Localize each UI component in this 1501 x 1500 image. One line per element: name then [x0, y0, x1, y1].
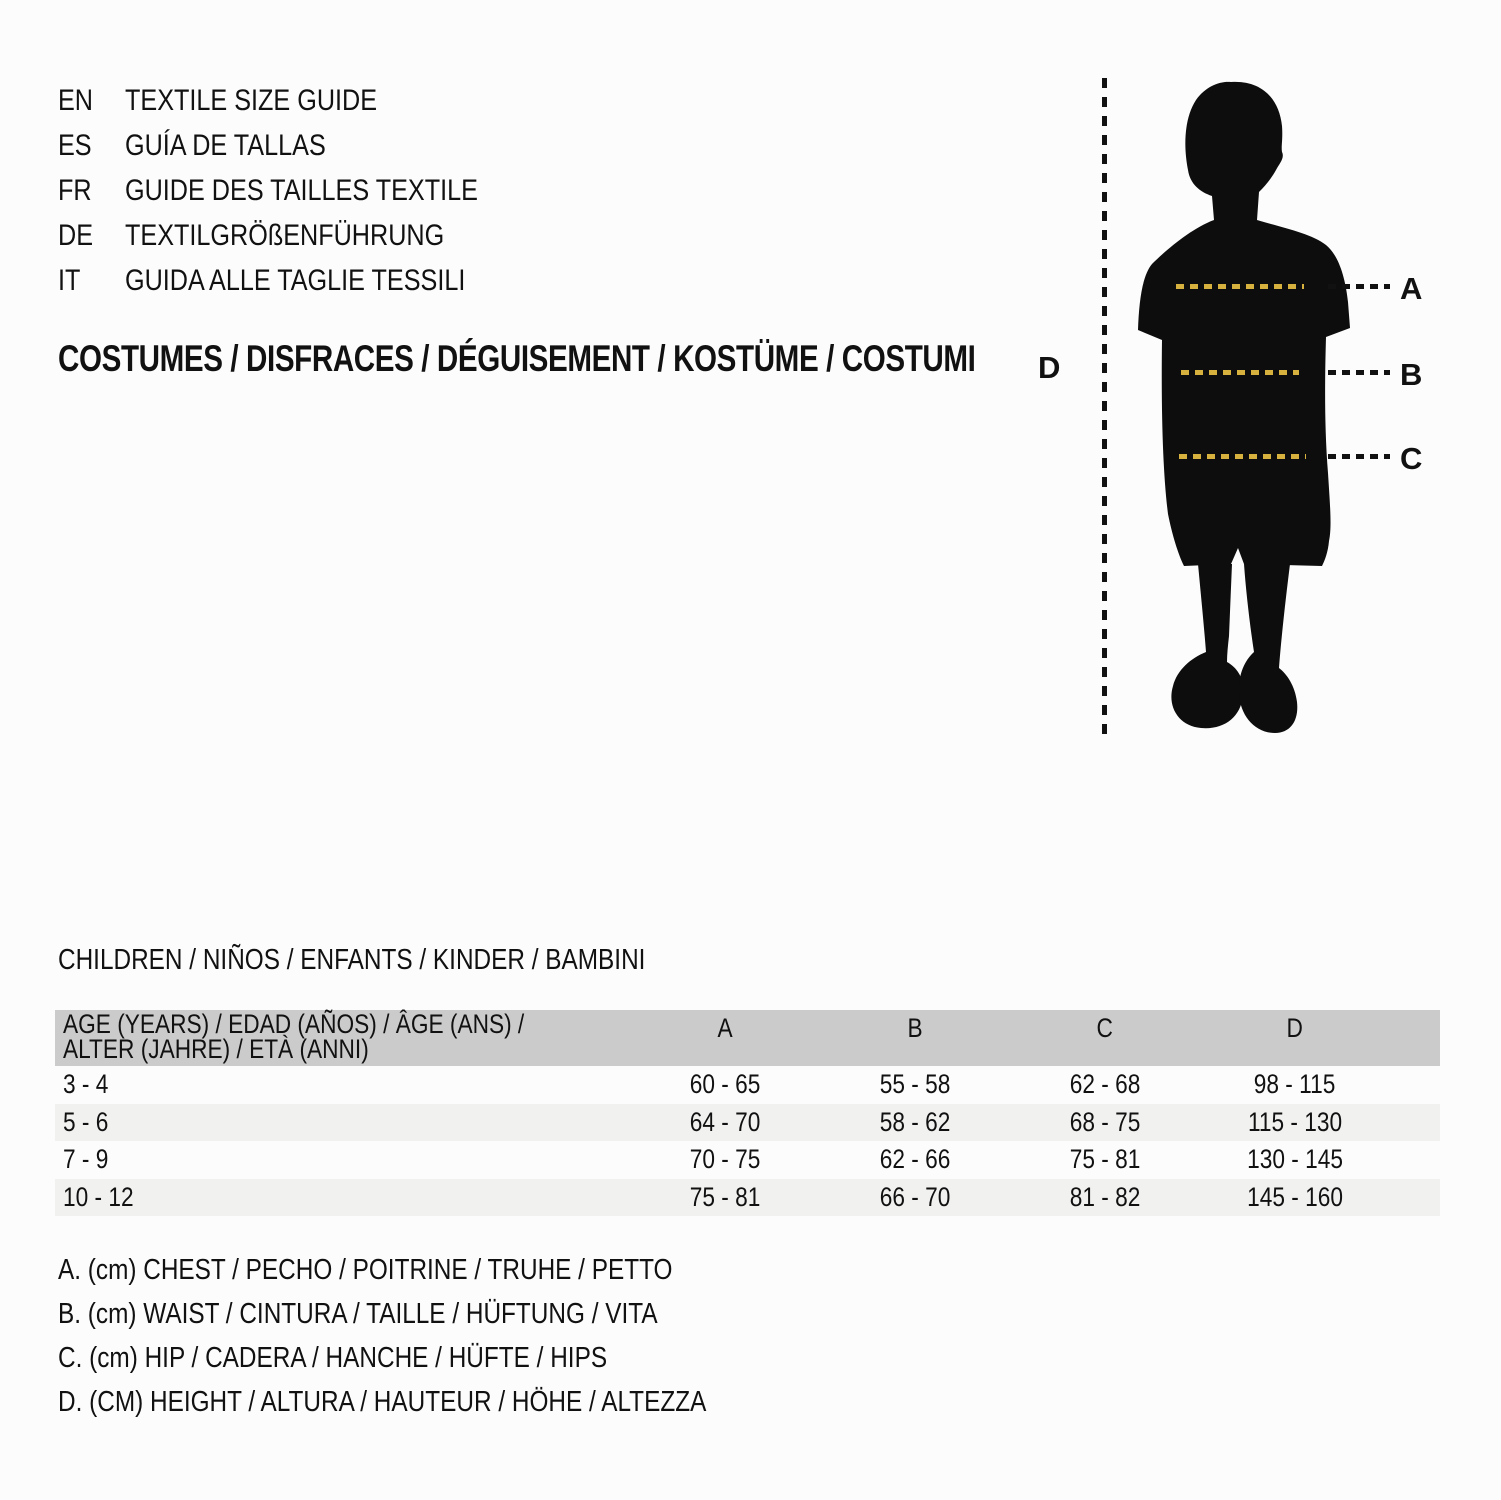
waist-cell: 55 - 58 — [879, 1069, 951, 1100]
age-column-header: AGE (YEARS) / EDAD (AÑOS) / ÂGE (ANS) / ALTER (JAHRE) / ETÀ (ANNI) — [63, 1009, 525, 1064]
table-row — [55, 1179, 1440, 1217]
child-silhouette-icon — [1128, 80, 1378, 740]
age-cell: 3 - 4 — [63, 1069, 109, 1100]
children-size-table — [55, 1010, 1440, 1216]
guide-title-de: TEXTILGRÖßENFÜHRUNG — [125, 218, 445, 252]
chest-measure-dashed-line — [1176, 284, 1304, 289]
table-row — [55, 1104, 1440, 1142]
chest-cell: 60 - 65 — [689, 1069, 761, 1100]
legend-chest: A. (cm) CHEST / PECHO / POITRINE / TRUHE / PETTO — [58, 1253, 673, 1286]
legend-height: D. (CM) HEIGHT / ALTURA / HAUTEUR / HÖHE / ALTEZZA — [58, 1385, 707, 1418]
label-d: D — [1038, 350, 1061, 385]
legend-hip: C. (cm) HIP / CADERA / HANCHE / HÜFTE / HIPS — [58, 1341, 608, 1374]
height-measure-dashed-line — [1102, 78, 1107, 742]
height-cell: 98 - 115 — [1254, 1069, 1336, 1100]
hip-cell: 75 - 81 — [1069, 1144, 1141, 1175]
age-cell: 7 - 9 — [63, 1144, 109, 1175]
chest-cell: 70 - 75 — [689, 1144, 761, 1175]
height-cell: 145 - 160 — [1247, 1181, 1343, 1212]
costumes-title: COSTUMES / DISFRACES / DÉGUISEMENT / KOSTÜME / COSTUMI — [58, 338, 976, 379]
column-header-a: A — [717, 1013, 733, 1043]
language-code: IT — [58, 263, 81, 297]
hip-connector-dashed-line — [1328, 454, 1390, 459]
age-cell: 10 - 12 — [63, 1181, 134, 1212]
label-c: C — [1400, 441, 1423, 476]
chest-cell: 75 - 81 — [689, 1181, 761, 1212]
legend-waist: B. (cm) WAIST / CINTURA / TAILLE / HÜFTUNG / VITA — [58, 1297, 658, 1330]
table-row — [55, 1141, 1440, 1179]
column-header-c: C — [1096, 1013, 1114, 1043]
waist-connector-dashed-line — [1328, 370, 1390, 375]
language-code: ES — [58, 128, 92, 162]
table-header-row — [55, 1010, 1440, 1066]
label-b: B — [1400, 357, 1423, 392]
waist-cell: 62 - 66 — [879, 1144, 951, 1175]
waist-cell: 66 - 70 — [879, 1181, 951, 1212]
language-code: FR — [58, 173, 92, 207]
hip-cell: 62 - 68 — [1069, 1069, 1141, 1100]
guide-title-es: GUÍA DE TALLAS — [125, 128, 326, 162]
label-a: A — [1400, 271, 1423, 306]
age-cell: 5 - 6 — [63, 1106, 109, 1137]
guide-title-fr: GUIDE DES TAILLES TEXTILE — [125, 173, 478, 207]
language-code: EN — [58, 83, 94, 117]
guide-title-en: TEXTILE SIZE GUIDE — [125, 83, 378, 117]
language-code: DE — [58, 218, 94, 252]
waist-cell: 58 - 62 — [879, 1106, 951, 1137]
height-cell: 130 - 145 — [1247, 1144, 1343, 1175]
hip-cell: 81 - 82 — [1069, 1181, 1141, 1212]
height-cell: 115 - 130 — [1247, 1106, 1343, 1137]
column-header-d: D — [1286, 1013, 1304, 1043]
guide-title-it: GUIDA ALLE TAGLIE TESSILI — [125, 263, 466, 297]
children-section-title: CHILDREN / NIÑOS / ENFANTS / KINDER / BAMBINI — [58, 944, 646, 976]
column-header-b: B — [907, 1013, 923, 1043]
hip-cell: 68 - 75 — [1069, 1106, 1141, 1137]
waist-measure-dashed-line — [1181, 370, 1299, 375]
hip-measure-dashed-line — [1179, 454, 1306, 459]
chest-cell: 64 - 70 — [689, 1106, 761, 1137]
chest-connector-dashed-line — [1328, 284, 1390, 289]
table-row — [55, 1066, 1440, 1104]
measurement-legend — [58, 1248, 830, 1424]
